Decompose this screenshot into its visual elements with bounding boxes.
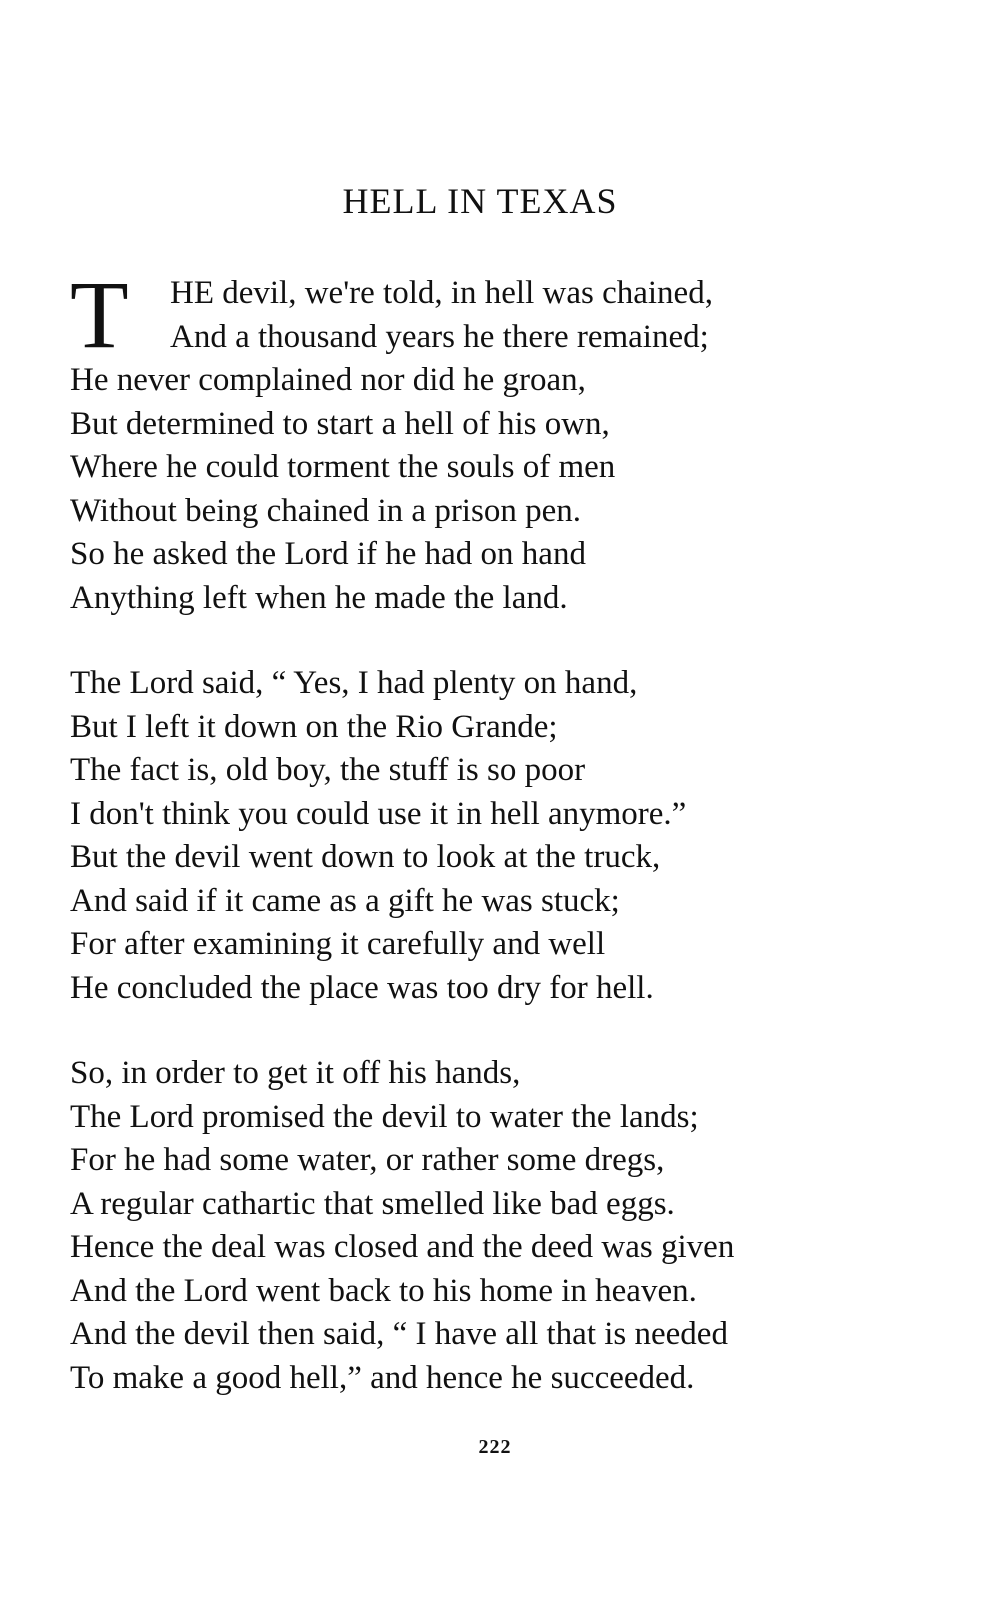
- poem-line: He concluded the place was too dry for hell.: [70, 969, 654, 1006]
- poem-line: I don't think you could use it in hell anymore.”: [70, 795, 687, 832]
- poem-line: Without being chained in a prison pen.: [70, 492, 581, 529]
- poem-line: The Lord said, “ Yes, I had plenty on hand,: [70, 665, 638, 701]
- poem-line: Hence the deal was closed and the deed was given: [70, 1229, 735, 1265]
- poem-line: But I left it down on the Rio Grande;: [70, 708, 558, 745]
- poem-line: But determined to start a hell of his own,: [70, 405, 610, 442]
- stanza-2: [70, 662, 950, 1010]
- poem-line: The Lord promised the devil to water the lands;: [70, 1098, 699, 1135]
- poem-line: But the devil went down to look at the truck,: [70, 839, 661, 875]
- poem-line: Anything left when he made the land.: [70, 579, 568, 616]
- poem-line: So, in order to get it off his hands,: [70, 1055, 521, 1091]
- poem-line: A regular cathartic that smelled like bad eggs.: [70, 1185, 675, 1222]
- poem-line: To make a good hell,” and hence he succeeded.: [70, 1359, 695, 1396]
- poem-line: HE devil, we're told, in hell was chained,: [170, 275, 713, 311]
- poem-title: HELL IN TEXAS: [342, 181, 618, 221]
- poem-line: For he had some water, or rather some dregs,: [70, 1142, 665, 1178]
- first-line-group: [70, 261, 950, 368]
- poem-line: And said if it came as a gift he was stuck;: [70, 882, 620, 919]
- poem-line: Where he could torment the souls of men: [70, 449, 616, 485]
- stanza-1: [70, 261, 950, 620]
- drop-cap-letter: T: [70, 261, 129, 368]
- poem-line: And the devil then said, “ I have all that is needed: [70, 1316, 728, 1352]
- poem-line: And a thousand years he there remained;: [170, 318, 709, 355]
- poem-body: [70, 261, 950, 1442]
- poem-line: So he asked the Lord if he had on hand: [70, 536, 586, 572]
- poem-line: He never complained nor did he groan,: [70, 362, 586, 398]
- poem-line: The fact is, old boy, the stuff is so poor: [70, 752, 586, 788]
- poem-line: For after examining it carefully and well: [70, 926, 606, 962]
- poem-line: And the Lord went back to his home in heaven.: [70, 1272, 697, 1309]
- page-number: 222: [478, 1436, 512, 1458]
- stanza-3: [70, 1052, 950, 1400]
